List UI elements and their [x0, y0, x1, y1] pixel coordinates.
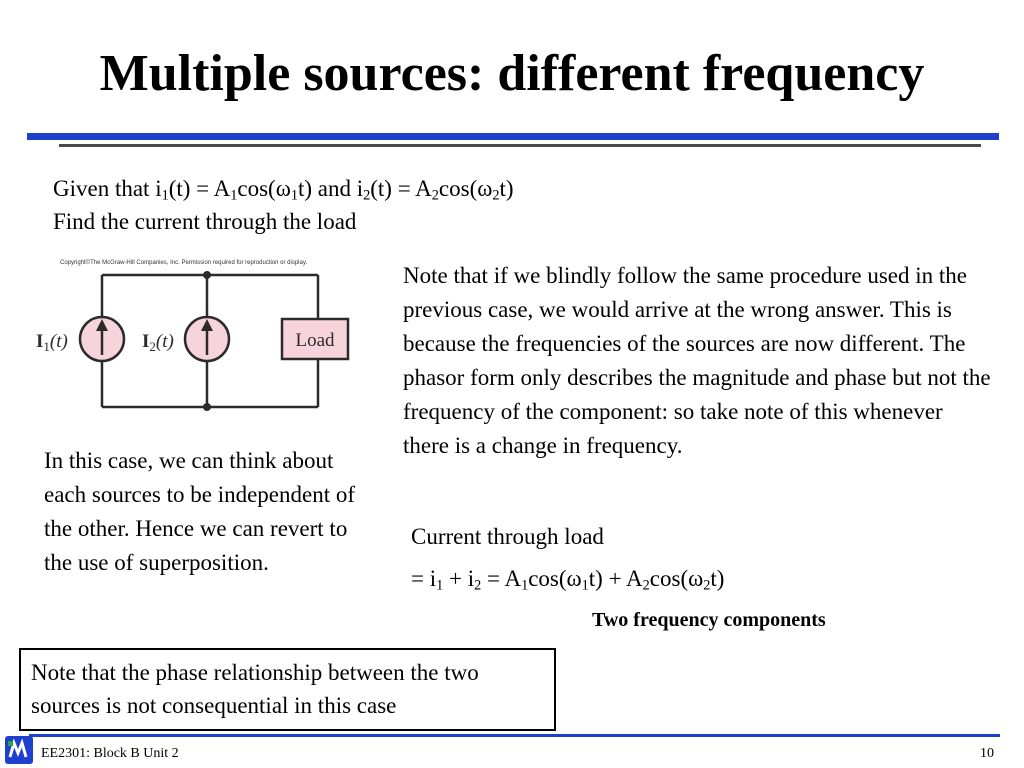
current-source-2 [185, 317, 229, 361]
junction-dot-top [203, 271, 211, 279]
current-source-1 [80, 317, 124, 361]
phase-note-box: Note that the phase relationship between the two sources is not consequential in this case [19, 648, 556, 731]
footer-course: EE2301: Block B Unit 2 [41, 746, 179, 761]
source-1-label: $I_1(t)$ [36, 331, 68, 354]
current-result [411, 516, 724, 600]
source-2-label: $I_2(t)$ [142, 331, 174, 354]
given-block [53, 172, 514, 238]
slide-title: Multiple sources: different frequency [99, 45, 925, 102]
title-divider-blue [27, 133, 999, 140]
given-task: Find the current through the load [53, 209, 357, 234]
title-divider-gray [59, 144, 981, 147]
copyright-notice: Copyright©The McGraw-Hill Companies, Inc. Permission required for reproduction or display. [60, 260, 308, 266]
page-number: 10 [980, 746, 994, 761]
current-label: Current through load [411, 524, 604, 549]
given-equation: Given that $i_1(t) = A_1\cos(\omega_1t)$ and $i_2(t) = A_2\cos(\omega_2t)$ [53, 176, 514, 204]
superposition-note: In this case, we can think about each sources to be independent of the other. Hence we can revert to the use of superposition. [44, 448, 356, 575]
university-logo-icon [4, 735, 34, 765]
circuit-diagram [30, 255, 370, 420]
explanation-note: Note that if we blindly follow the same procedure used in the previous case, we would arrive at the wrong answer. This is because the frequencies of the sources are now different. The phasor form only describes the magnitude and phase but not the frequency of the component: so take note of this whenever there is a change in frequency. [403, 263, 991, 458]
footer-divider [29, 734, 1000, 737]
load-label: Load [295, 330, 335, 351]
current-equation: = $i_1 + i_2 = A_1\cos(\omega_1t) + A_2\cos(\omega_2t)$ [411, 566, 725, 594]
load-box [282, 319, 348, 359]
junction-dot-bottom [203, 403, 211, 411]
two-frequency-caption: Two frequency components [592, 609, 826, 631]
